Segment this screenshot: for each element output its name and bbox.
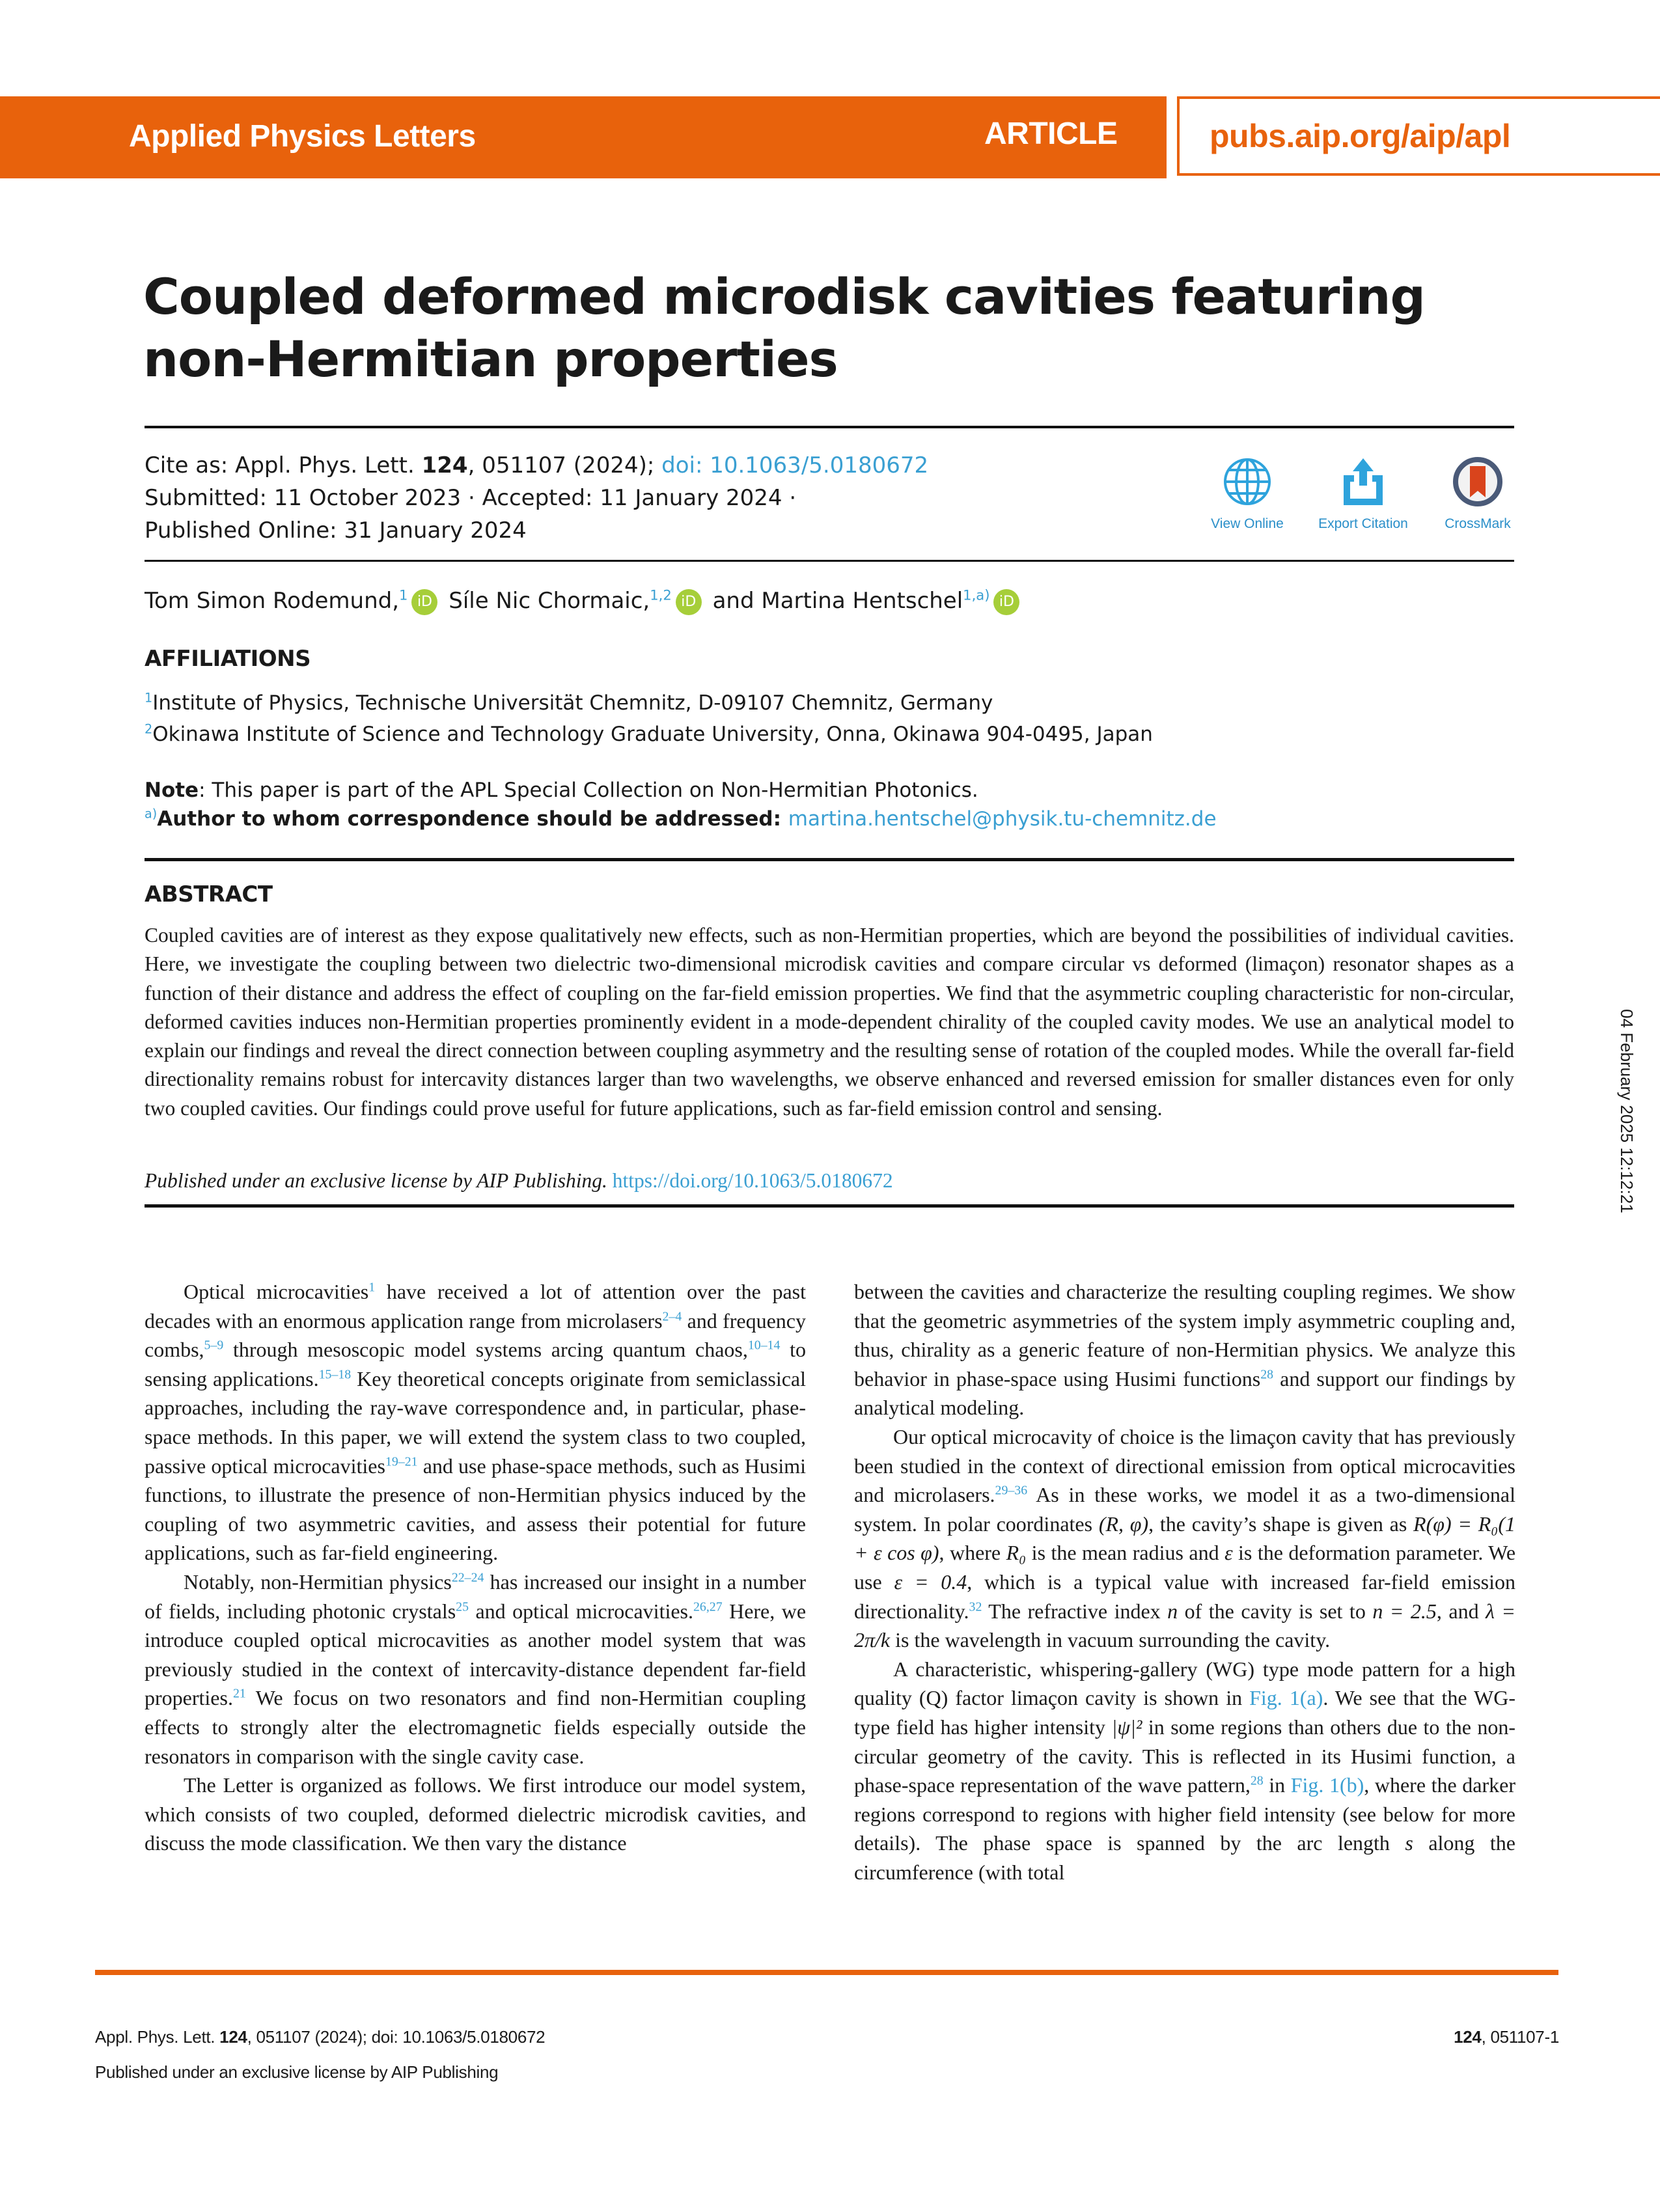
paragraph — [854, 1277, 1515, 1422]
correspondence-line — [145, 805, 1217, 833]
text: . We see that the WG-type field has higher intensity — [854, 1686, 1516, 1739]
correspondence-marker: a) — [145, 806, 158, 822]
reference-link[interactable]: 29–36 — [995, 1483, 1028, 1498]
published-date: Published Online: 31 January 2024 — [145, 518, 527, 544]
correspondence-label: Author to whom correspondence should be addressed: — [157, 807, 788, 831]
paragraph: The Letter is organized as follows. We first introduce our model system, which consists of two coupled, deformed dielectric microdisk cavities, and discuss the mode classification. We then vary the distance — [145, 1773, 806, 1855]
reference-link[interactable]: 22–24 — [451, 1570, 484, 1585]
reference-link[interactable]: 28 — [1260, 1367, 1274, 1382]
reference-link[interactable]: 21 — [232, 1686, 246, 1701]
footer-citation — [95, 2027, 545, 2047]
note-label: Note — [145, 779, 199, 802]
reference-link[interactable]: 5–9 — [204, 1338, 224, 1353]
text: and support our findings by analytical modeling. — [854, 1366, 1516, 1420]
license-line — [145, 1167, 893, 1195]
reference-link[interactable]: 26,27 — [693, 1599, 723, 1614]
reference-link[interactable]: 2–4 — [662, 1308, 682, 1323]
text: of the cavity is set to — [1178, 1599, 1373, 1623]
note-text: : This paper is part of the APL Special Collection on Non-Hermitian Photonics. — [199, 779, 978, 802]
crossmark-label: CrossMark — [1445, 516, 1511, 531]
text: As in these works, we model it as a two-dimensional system. In polar coordinates — [854, 1483, 1516, 1536]
affiliation-number: 1 — [145, 690, 153, 706]
math: ε = 0.4 — [894, 1569, 967, 1594]
author-list — [145, 585, 1023, 617]
paper-title: Coupled deformed microdisk cavities featuring non-Hermitian properties — [143, 268, 1425, 388]
reference-link[interactable]: 25 — [456, 1599, 469, 1614]
crossmark-button[interactable] — [1419, 457, 1536, 532]
text: is the deformation parameter. We use — [854, 1541, 1516, 1594]
math: |ψ|² — [1111, 1715, 1142, 1739]
text: 124 — [1454, 2027, 1482, 2047]
globe-icon — [1221, 457, 1273, 506]
reference-link[interactable]: 1 — [368, 1280, 376, 1295]
math: R(φ) = R₀(1 + ε cos φ) — [854, 1512, 1516, 1565]
affiliation-number: 2 — [145, 721, 153, 737]
text: Optical microcavities — [184, 1280, 369, 1303]
export-icon — [1342, 457, 1384, 506]
text: and frequency combs, — [145, 1308, 807, 1362]
math: R₀ — [1006, 1541, 1027, 1565]
download-timestamp — [1613, 1009, 1643, 1256]
divider — [145, 858, 1514, 861]
email-link[interactable]: martina.hentschel@physik.tu-chemnitz.de — [788, 807, 1217, 831]
text: along the circumference (with total — [854, 1831, 1516, 1884]
text: is the mean radius and — [1026, 1541, 1224, 1565]
text: is the wavelength in vacuum surrounding the cavity. — [890, 1628, 1331, 1652]
text: have received a lot of attention over the past decades with an enormous application range from microlasers — [145, 1280, 807, 1333]
abstract-heading: ABSTRACT — [145, 881, 273, 907]
text: A characteristic, whispering-gallery (WG) type mode pattern for a high quality (Q) factor limaçon cavity is shown in — [854, 1657, 1515, 1710]
divider — [145, 560, 1514, 562]
text: , and — [1436, 1599, 1486, 1623]
author-name[interactable]: Tom Simon Rodemund, — [145, 588, 400, 614]
orcid-icon[interactable]: iD — [676, 589, 702, 615]
text: and optical microcavities. — [469, 1599, 694, 1623]
text: through mesoscopic model systems arcing quantum chaos, — [223, 1338, 748, 1362]
citation-prefix: Cite as: Appl. Phys. Lett. — [145, 452, 422, 478]
affiliation-item — [145, 689, 993, 717]
orcid-icon[interactable]: iD — [411, 589, 437, 615]
submission-dates: Submitted: 11 October 2023 · Accepted: 11 January 2024 · — [145, 485, 797, 511]
reference-link[interactable]: 19–21 — [385, 1454, 418, 1469]
math: s — [1405, 1831, 1413, 1855]
special-collection-note — [145, 776, 978, 805]
citation-rest: , 051107 (2024); — [467, 452, 662, 478]
citation-volume: 124 — [421, 452, 468, 478]
text: Here, we introduce coupled optical microcavities as another model system that was previously studied in the context of intercavity-distance dependent far-field properties. — [145, 1599, 807, 1710]
text: to sensing applications. — [145, 1338, 807, 1390]
divider — [145, 1204, 1514, 1208]
text: Our optical microcavity of choice is the limaçon cavity that has previously been studied in the context of directional emission from optical microcavities and microlasers. — [854, 1424, 1515, 1507]
reference-link[interactable]: 10–14 — [747, 1338, 781, 1353]
math: n — [1167, 1599, 1178, 1623]
text: has increased our insight in a number of fields, including photonic crystals — [145, 1569, 807, 1623]
math: ε — [1224, 1541, 1233, 1565]
text: in — [1263, 1773, 1291, 1797]
affiliations-heading: AFFILIATIONS — [145, 646, 311, 672]
paragraph — [145, 1277, 806, 1568]
author-name[interactable]: Síle Nic Chormaic, — [449, 588, 650, 614]
view-online-label: View Online — [1211, 516, 1284, 531]
doi-url-link[interactable]: https://doi.org/10.1063/5.0180672 — [612, 1169, 893, 1192]
text: The refractive index — [982, 1599, 1168, 1623]
reference-link[interactable]: 15–18 — [318, 1367, 352, 1382]
reference-link[interactable]: 32 — [969, 1599, 982, 1614]
footer-license: Published under an exclusive license by AIP Publishing — [95, 2062, 499, 2082]
article-type: ARTICLE — [984, 117, 1118, 151]
export-citation-button[interactable] — [1305, 457, 1422, 532]
author-affiliation-ref: 1,2 — [650, 587, 672, 603]
text: , where — [939, 1541, 1006, 1565]
math: n = 2.5 — [1372, 1599, 1437, 1623]
math: (R, φ) — [1098, 1512, 1149, 1536]
export-citation-label: Export Citation — [1318, 516, 1408, 531]
text: , which is a typical value with increased far-field emission directionality. — [854, 1569, 1516, 1623]
citation-line — [145, 449, 928, 482]
body-column-left — [145, 1277, 806, 1858]
author-affiliation-ref: 1,a) — [963, 587, 990, 603]
math: λ = 2π/k — [854, 1599, 1516, 1652]
license-text: Published under an exclusive license by AIP Publishing. — [145, 1169, 613, 1192]
journal-url-link[interactable]: pubs.aip.org/aip/apl — [1210, 118, 1511, 154]
text: , 051107-1 — [1481, 2027, 1559, 2047]
text: , the cavity’s shape is given as — [1148, 1512, 1414, 1536]
paragraph — [854, 1422, 1515, 1655]
crossmark-icon — [1453, 457, 1502, 506]
text: Notably, non-Hermitian physics — [184, 1569, 452, 1594]
paragraph — [145, 1568, 806, 1771]
text: We focus on two resonators and find non-Hermitian coupling effects to strongly alter the electromagnetic fields especially outside the resonators in comparison with the single cavity case. — [145, 1686, 806, 1768]
page-number — [1454, 2027, 1559, 2047]
text: , where the darker regions correspond to regions with higher field intensity (see below for more details). The phase space is spanned by the arc length — [854, 1773, 1515, 1855]
reference-link[interactable]: 28 — [1250, 1773, 1264, 1788]
author-name[interactable]: and Martina Hentschel — [712, 588, 963, 614]
orcid-icon[interactable]: iD — [993, 589, 1019, 615]
text: , 051107 (2024); doi: 10.1063/5.0180672 — [247, 2027, 546, 2047]
text: Key theoretical concepts originate from semiclassical approaches, including the ray-wave correspondence and, in particular, phase-space methods. In this paper, we will extend the system class to two coupled, passive optical microcavities — [145, 1366, 807, 1478]
figure-link[interactable]: Fig. 1(b) — [1290, 1773, 1364, 1797]
author-affiliation-ref: 1 — [399, 587, 408, 603]
abstract-text: Coupled cavities are of interest as they expose qualitatively new effects, such as non-Hermitian properties, which are beyond the possibilities of individual cavities. Here, we investigate the coupling between two dielectric two-dimensional microdisk cavities and compare circular vs deformed (limaçon) resonator shapes as a function of their distance and address the effect of coupling on the far-field emission properties. We find that the asymmetric coupling characteristic for non-circular, deformed cavities induces non-Hermitian properties prominently evident in a mode-dependent chirality of the coupled cavity modes. We use an analytical model to explain our findings and reveal the direct connection between coupling asymmetry and the resulting sense of rotation of the coupled modes. While the overall far-field directionality remains robust for intercavity distances larger than two wavelengths, we observe enhanced and reversed emission for smaller distances even for only two coupled cavities. Our findings could prove useful for future applications, such as far-field emission control and sensing. — [145, 924, 1514, 1120]
text: in some regions than others due to the non-circular geometry of the cavity. This is reflected in its Husimi function, a phase-space representation of the wave pattern, — [854, 1715, 1516, 1797]
text: 124 — [219, 2027, 247, 2047]
divider — [145, 426, 1514, 428]
timestamp-text: 04 February 2025 12:12:21 — [1617, 1009, 1637, 1213]
affiliation-text: Institute of Physics, Technische Universität Chemnitz, D-09107 Chemnitz, Germany — [152, 691, 993, 715]
affiliation-text: Okinawa Institute of Science and Technology Graduate University, Onna, Okinawa 904-0495, Japan — [152, 723, 1153, 746]
text: and use phase-space methods, such as Husimi functions, to illustrate the presence of non-Hermitian physics induced by the coupling of two asymmetric cavities, and assess their potential for future applications, such as far-field engineering. — [145, 1454, 807, 1565]
view-online-button[interactable] — [1189, 457, 1306, 532]
figure-link[interactable]: Fig. 1(a) — [1249, 1686, 1323, 1710]
body-column-right — [854, 1277, 1515, 1887]
text: Appl. Phys. Lett. — [95, 2027, 220, 2047]
footer-rule — [95, 1970, 1558, 1975]
paragraph — [854, 1655, 1515, 1887]
doi-link[interactable]: doi: 10.1063/5.0180672 — [661, 452, 929, 478]
affiliation-item — [145, 720, 1153, 749]
journal-name: Applied Physics Letters — [129, 119, 476, 154]
text: between the cavities and characterize the resulting coupling regimes. We show that the geometric asymmetries of the system imply asymmetric coupling and, thus, chirality as a generic feature of non-Hermitian physics. We analyze this behavior in phase-space using Husimi functions — [854, 1280, 1515, 1390]
